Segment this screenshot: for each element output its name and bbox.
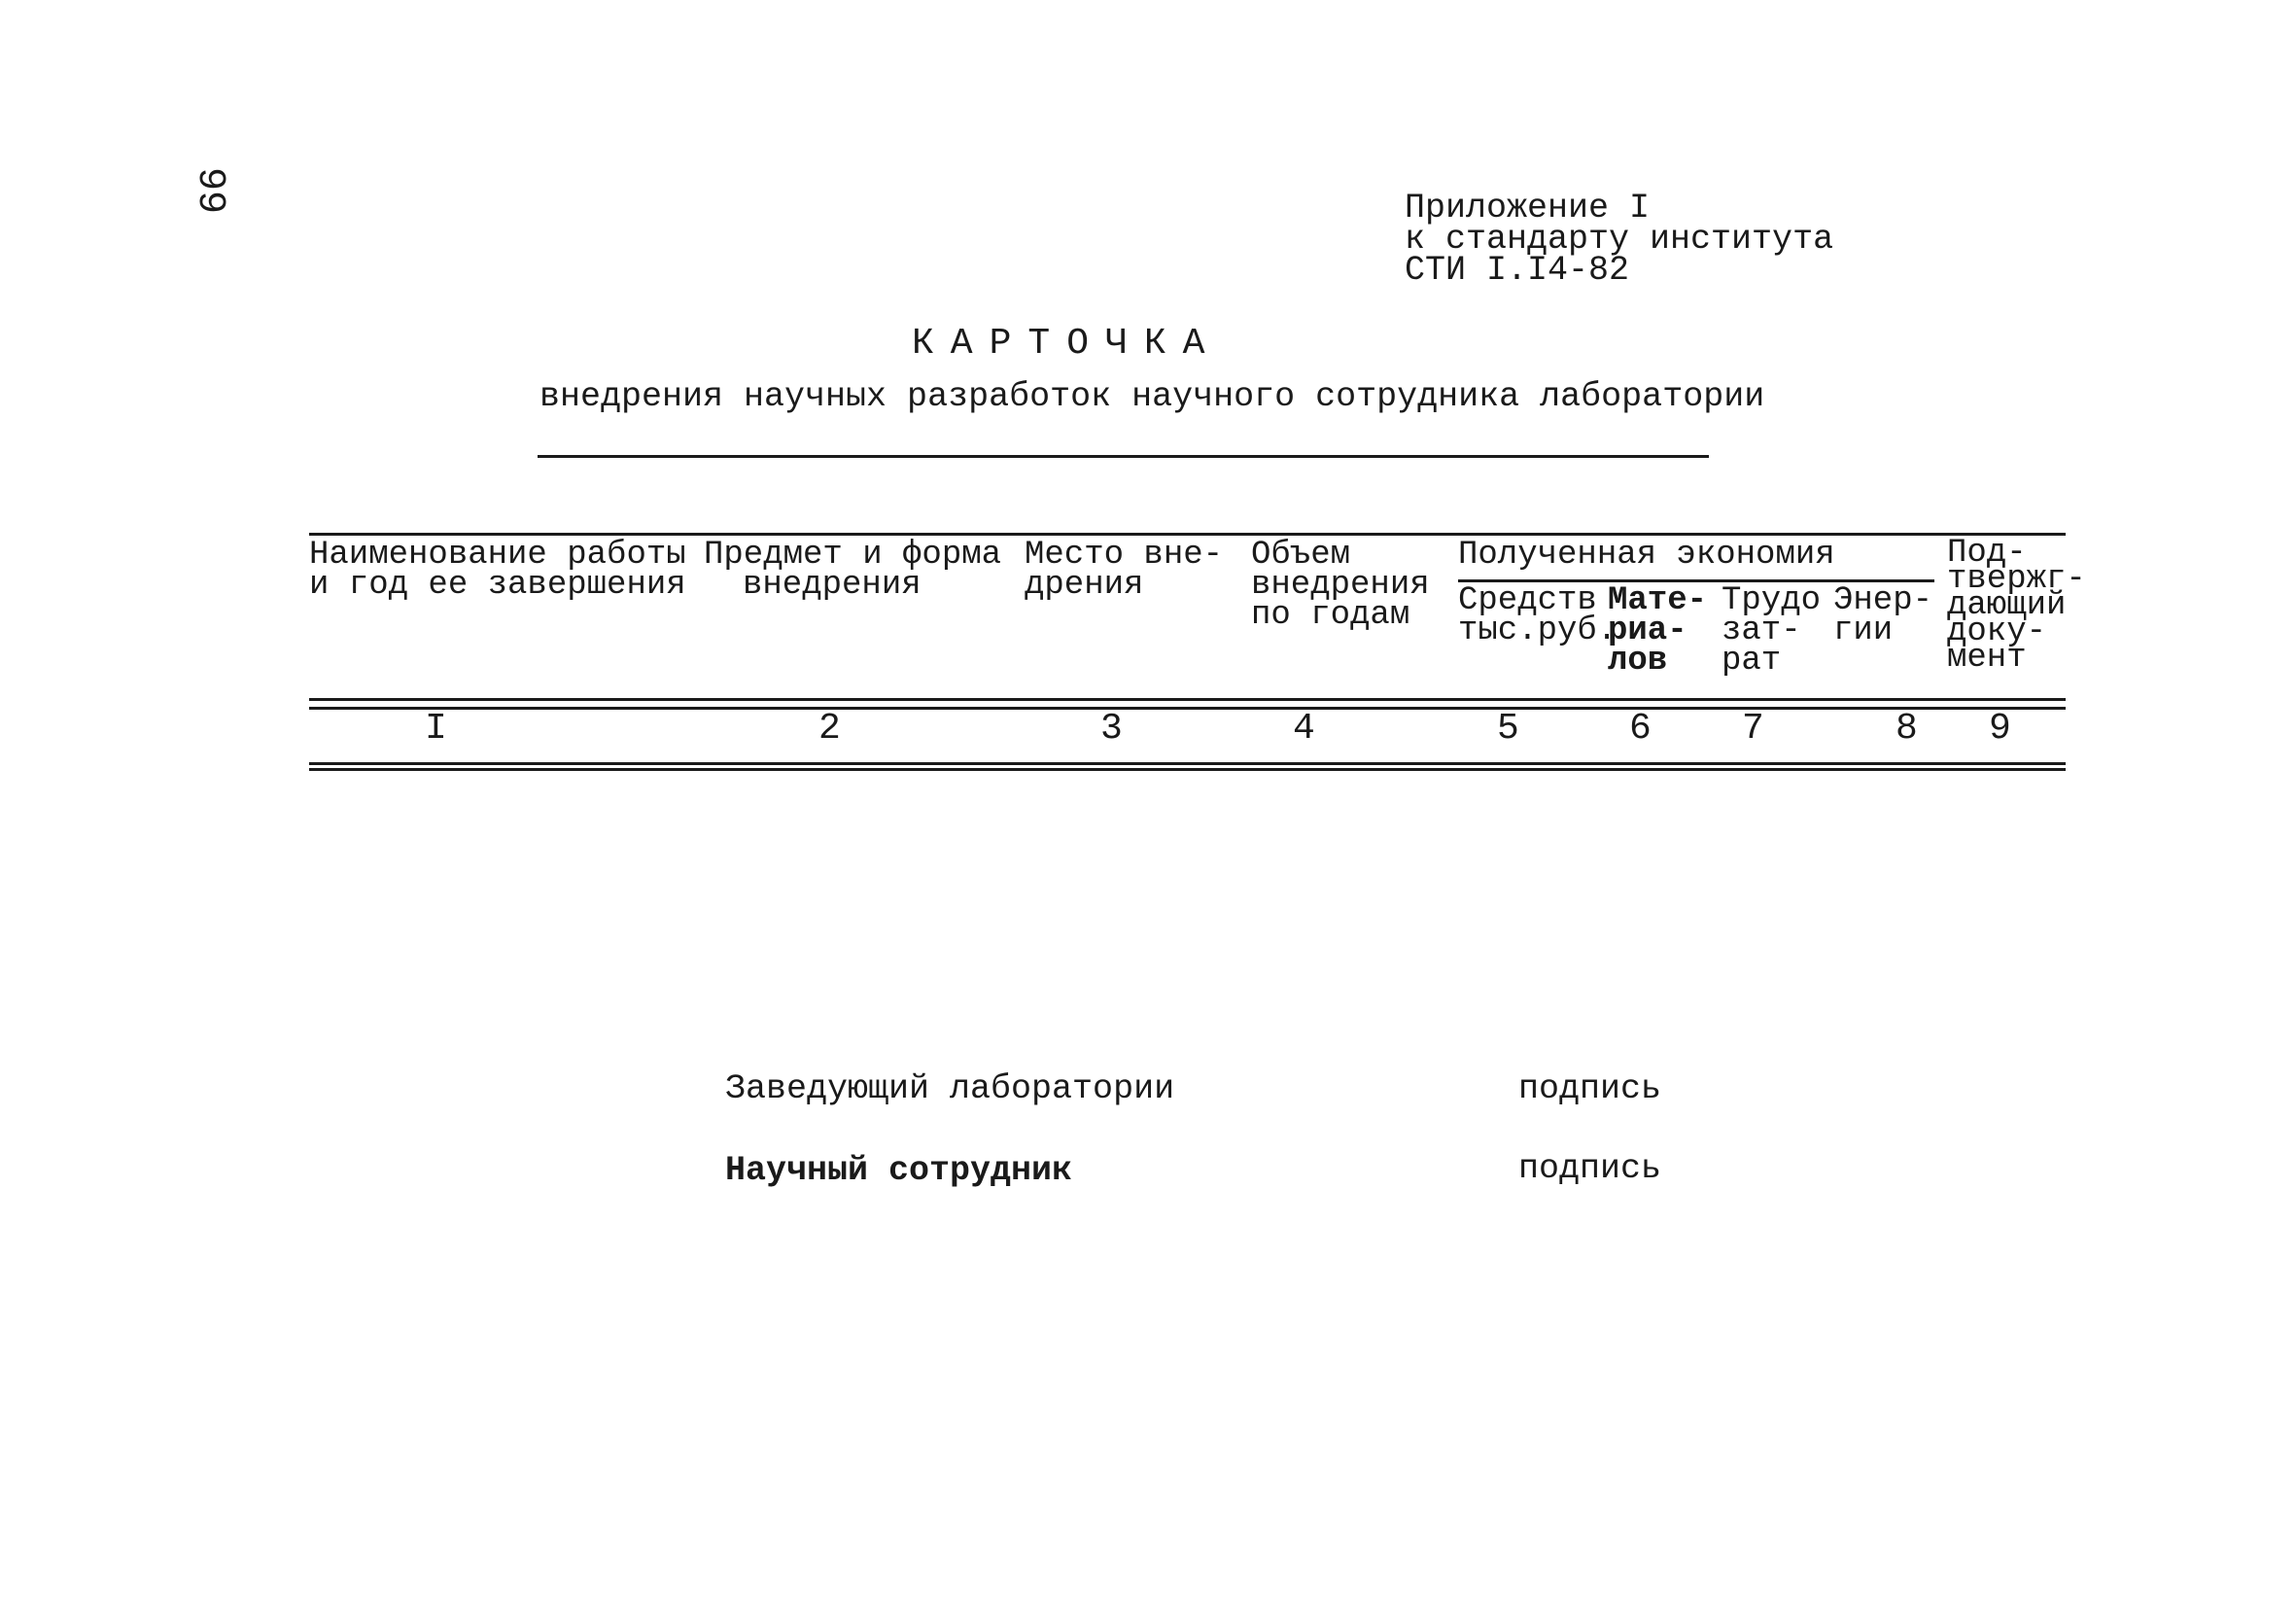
header-volume: Объем внедрения по годам — [1251, 537, 1430, 634]
card-subtitle: внедрения научных разработок научного сотрудника лаборатории — [539, 377, 1765, 416]
researcher-signature: подпись — [1518, 1149, 1662, 1188]
column-number: 6 — [1629, 708, 1652, 750]
researcher-label: Научный сотрудник — [725, 1151, 1073, 1190]
page-number: 99 — [188, 167, 231, 215]
header-bottom-rule — [309, 698, 2066, 701]
column-number: 9 — [1989, 708, 2011, 750]
appendix-line-2: к стандарту института — [1405, 220, 1834, 259]
appendix-line-1: Приложение I — [1405, 189, 1651, 227]
card-title: КАРТОЧКА — [912, 323, 1222, 365]
column-number: 4 — [1293, 708, 1315, 750]
header-funds: Средств тыс.руб. — [1458, 582, 1618, 649]
table-bottom-rule — [309, 762, 2066, 765]
column-number: 5 — [1497, 708, 1519, 750]
header-economy-group: Полученная экономия — [1458, 537, 1835, 574]
column-number: 3 — [1100, 708, 1123, 750]
appendix-note — [1405, 189, 1834, 290]
header-bottom-rule-2 — [309, 707, 2066, 710]
header-work-name: Наименование работы и год ее завершения — [309, 537, 686, 604]
header-subject-form: Предмет и форма внедрения — [704, 537, 1002, 604]
head-of-lab-label: Заведующий лаборатории — [725, 1069, 1175, 1108]
header-labor: Трудо зат- рат — [1722, 582, 1822, 680]
head-of-lab-signature: подпись — [1518, 1069, 1662, 1108]
fill-in-line — [538, 455, 1709, 458]
header-energy: Энер- гии — [1833, 582, 1933, 649]
table-top-rule — [309, 533, 2066, 536]
column-number: I — [425, 708, 447, 750]
header-place: Место вне- дрения — [1025, 537, 1224, 604]
column-number: 7 — [1742, 708, 1764, 750]
column-number: 8 — [1896, 708, 1918, 750]
table-bottom-rule-2 — [309, 768, 2066, 771]
appendix-line-3: СТИ I.I4-82 — [1405, 251, 1630, 290]
header-confirming-document: Под- твержг- дающий доку- мент — [1947, 535, 2086, 677]
header-materials: Мате- риа- лов — [1608, 582, 1708, 680]
column-number: 2 — [818, 708, 841, 750]
